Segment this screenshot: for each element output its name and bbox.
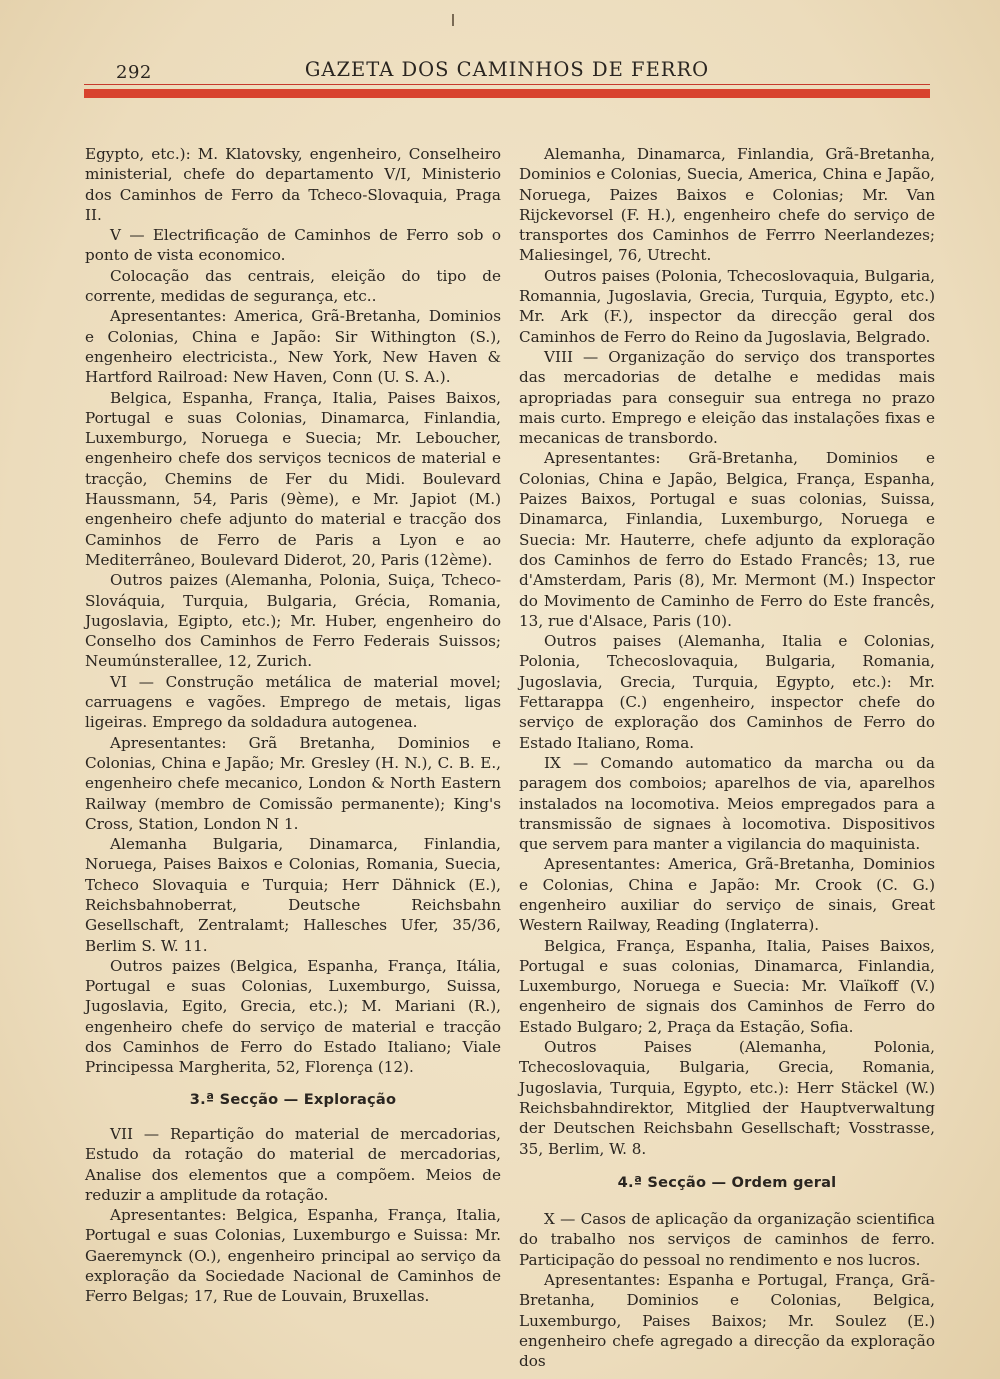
paragraph: Outros paizes (Belgica, Espanha, França, Itália, Portugal e suas Colonias, Luxemburgo, Suissa, Jugoslavia, Egito, Grecia, etc.); M. Mariani (R.), engenheiro chefe do serviço de material e tracção dos Caminhos de Ferro do Estado Italiano; Viale Principessa Margherita, 52, Florença (12). [85, 956, 501, 1077]
paragraph: Belgica, Espanha, França, Italia, Paises Baixos, Portugal e suas Colonias, Dinamarca, Finlandia, Luxemburgo, Noruega e Suecia; Mr. Leboucher, engenheiro chefe dos serviços tecnicos de material e tracção, Chemins de Fer du Midi. Boulevard Haussmann, 54, Paris (9ème), e Mr. Japiot (M.) engenheiro chefe adjunto do material e tracção dos Caminhos de Ferro de Paris a Lyon e ao Mediterrâneo, Boulevard Diderot, 20, Paris (12ème). [85, 388, 501, 569]
paragraph: Alemanha, Dinamarca, Finlandia, Grã-Bretanha, Dominios e Colonias, Suecia, America, China e Japão, Noruega, Paizes Baixos e Colonias; Mr. Van Rijckevorsel (F. H.), engenheiro chefe do serviço de transportes dos Caminhos de Ferrro Neerlandezes; Maliesingel, 76, Utrecht. [519, 145, 935, 265]
paragraph: Apresentantes: Belgica, Espanha, França, Italia, Portugal e suas Colonias, Luxemburgo e Suissa: Mr. Gaeremynck (O.), engenheiro principal ao serviço da exploração da Sociedade Nacional de Caminhos de Ferro Belgas; 17, Rue de Louvain, Bruxellas. [85, 1206, 501, 1306]
paragraph: Colocação das centrais, eleição do tipo de corrente, medidas de segurança, etc.. [85, 266, 501, 306]
running-title: GAZETA DOS CAMINHOS DE FERRO [304, 58, 710, 81]
paragraph: Egypto, etc.): M. Klatovsky, engenheiro, Conselheiro ministerial, chefe do departamento V/I, Ministerio dos Caminhos de Ferro da Tcheco-Slovaquia, Praga II. [85, 145, 501, 224]
paragraph: Outros paizes (Alemanha, Polonia, Suiça, Tcheco-Slováquia, Turquia, Bulgaria, Grécia, Romania, Jugoslavia, Egipto, etc.); Mr. Huber, engenheiro do Conselho dos Caminhos de Ferro Federais Suissos; Neumúnsterallee, 12, Zurich. [85, 571, 501, 671]
paragraph: Apresentantes: Grã Bretanha, Dominios e Colonias, China e Japão; Mr. Gresley (H. N.), C. B. E., engenheiro chefe mecanico, London & North Eastern Railway (membro de Comissão permanente); King's Cross, Station, London N 1. [85, 733, 501, 833]
paragraph: Alemanha Bulgaria, Dinamarca, Finlandia, Noruega, Paises Baixos e Colonias, Romania, Suecia, Tcheco Slovaquia e Turquia; Herr Dähnick (E.), Reichsbahnoberrat, Deutsche Reichsbahn Gesellschaft, Zentralamt; Hallesches Ufer, 35/36, Berlim S. W. 11. [85, 835, 501, 955]
paragraph: Outros paises (Polonia, Tchecoslovaquia, Bulgaria, Romannia, Jugoslavia, Grecia, Turquia, Egypto, etc.) Mr. Ark (F.), inspector da direcção geral dos Caminhos de Ferro do Reino da Jugoslavia, Belgrado. [519, 266, 935, 346]
header-rule-thin [84, 84, 930, 85]
paragraph: Apresentantes: Espanha e Portugal, França, Grã-Bretanha, Dominios e Colonias, Belgica, Luxemburgo, Paises Baixos; Mr. Soulez (E.) engenheiro chefe agregado a direcção da exploração dos [519, 1271, 935, 1371]
section-heading: 4.ª Secção — Ordem geral [617, 1173, 837, 1191]
paragraph: Apresentantes: America, Grã-Bretanha, Dominios e Colonias, China e Japão: Mr. Crook (C. G.) engenheiro auxiliar do serviço de sinais, Great Western Railway, Reading (Inglaterra). [519, 855, 935, 935]
paragraph: IX — Comando automatico da marcha ou da paragem dos comboios; aparelhos de via, aparelhos instalados na locomotiva. Meios empregados para a transmissão de signaes à locomotiva. Dispositivos que servem para manter a vigilancia do maquinista. [519, 753, 935, 854]
paragraph: X — Casos de aplicação da organização scientifica do trabalho nos serviços de caminhos de ferro. Participação do pessoal no rendimento e nos lucros. [519, 1210, 935, 1269]
left-column [85, 144, 501, 1307]
paragraph: Outros Paises (Alemanha, Polonia, Tchecoslovaquia, Bulgaria, Grecia, Romania, Jugoslavia, Turquia, Egypto, etc.): Herr Stäckel (W.) Reichsbahndirektor, Mitglied der Hauptverwaltung der Deutschen Reichsbahn Gesellschaft; Vosstrasse, 35, Berlim, W. 8. [519, 1038, 935, 1158]
header-rule-thick [84, 89, 930, 98]
paragraph: VIII — Organização do serviço dos transportes das mercadorias de detalhe e medidas mais apropriadas para conseguir sua entrega no prazo mais curto. Emprego e eleição das instalações fixas e mecanicas de transbordo. [519, 347, 935, 448]
paragraph: Apresentantes: America, Grã-Bretanha, Dominios e Colonias, China e Japão: Sir Withington (S.), engenheiro electricista., New York, New Haven & Hartford Railroad: New Haven, Conn (U. S. A.). [85, 307, 501, 387]
paragraph: Belgica, França, Espanha, Italia, Paises Baixos, Portugal e suas colonias, Dinamarca, Finlandia, Luxemburgo, Noruega e Suecia: Mr. Vlaïkoff (V.) engenheiro de signais dos Caminhos de Ferro do Estado Bulgaro; 2, Praça da Estação, Sofia. [519, 936, 935, 1036]
section-heading: 3.ª Secção — Exploração [189, 1090, 397, 1108]
paragraph: Apresentantes: Grã-Bretanha, Dominios e Colonias, China e Japão, Belgica, França, Espanha, Paizes Baixos, Portugal e suas colonias, Suissa, Dinamarca, Finlandia, Luxemburgo, Noruega e Suecia: Mr. Hauterre, chefe adjunto da exploração dos Caminhos de ferro do Estado Francês; 13, rue d'Amsterdam, Paris (8), Mr. Mermont (M.) Inspector do Movimento de Caminho de Ferro do Este francês, 13, rue d'Alsace, Paris (10). [519, 449, 935, 630]
right-column [519, 144, 935, 1372]
paragraph: VII — Repartição do material de mercadorias, Estudo da rotação do material de mercadorias, Analise dos elementos que a compõem. Meios de reduzir a amplitude da rotação. [85, 1124, 501, 1204]
paragraph: Outros paises (Alemanha, Italia e Colonias, Polonia, Tchecoslovaquia, Bulgaria, Romania, Jugoslavia, Grecia, Turquia, Egypto, etc.): Mr. Fettarappa (C.) engenheiro, inspector chefe do serviço de exploração dos Caminhos de Ferro do Estado Italiano, Roma. [519, 632, 935, 752]
margin-mark [452, 14, 454, 26]
page-number: 292 [116, 62, 152, 83]
paragraph: VI — Construção metálica de material movel; carruagens e vagões. Emprego de metais, ligas ligeiras. Emprego da soldadura autogenea. [85, 672, 501, 732]
paragraph: V — Electrificação de Caminhos de Ferro sob o ponto de vista economico. [85, 226, 501, 265]
